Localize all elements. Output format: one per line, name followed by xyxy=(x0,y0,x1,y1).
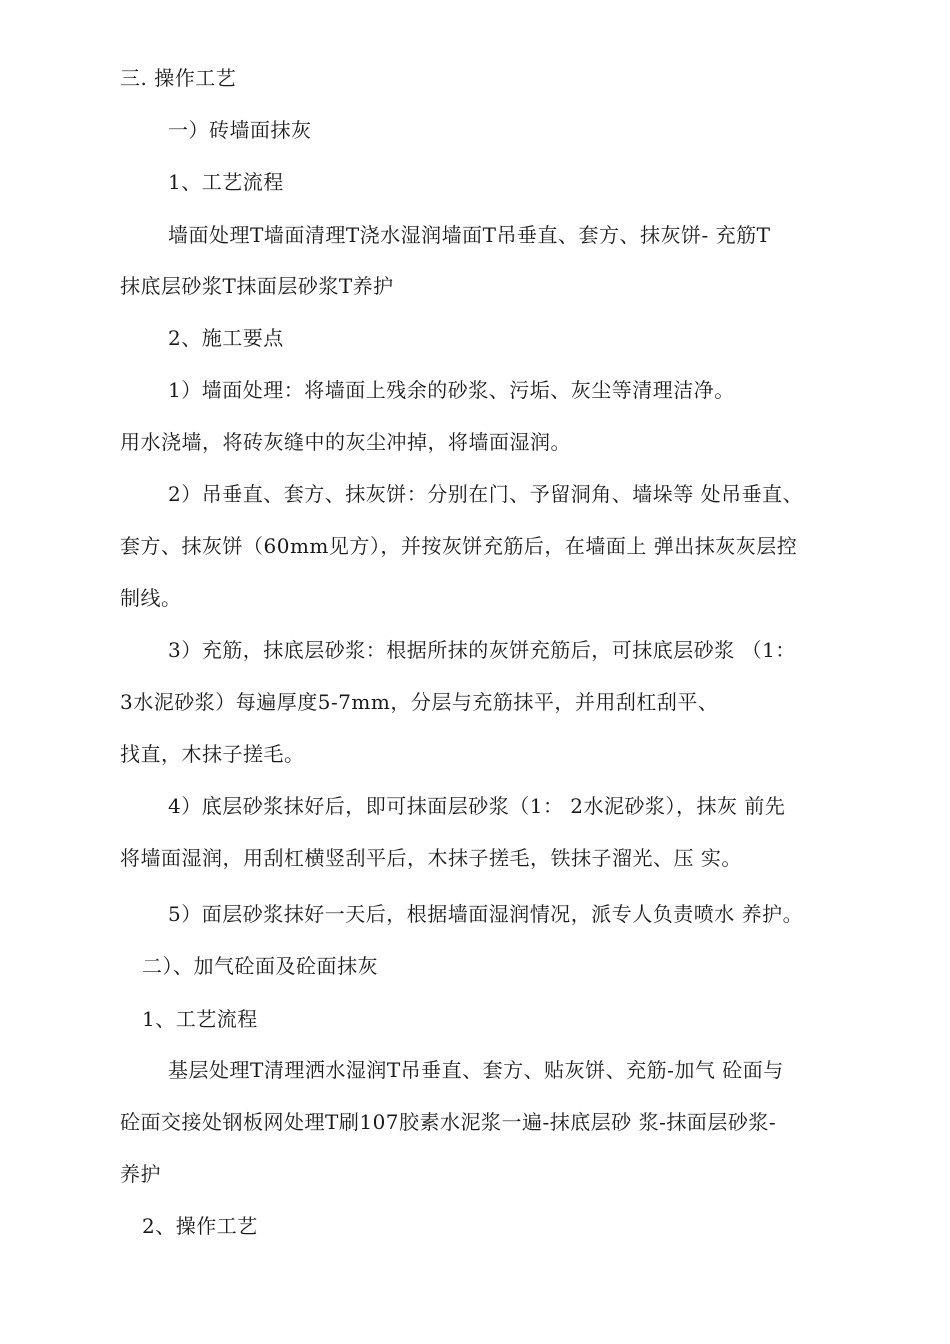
item-heading: 1、工艺流程 xyxy=(168,170,284,194)
paragraph-line: 1）墙面处理：将墙面上残余的砂浆、污垢、灰尘等清理洁净。 xyxy=(168,378,735,402)
paragraph-line: 将墙面湿润，用刮杠横竖刮平后，木抹子搓毛，铁抹子溜光、压 实。 xyxy=(120,846,742,870)
paragraph-line: 找直，木抹子搓毛。 xyxy=(120,742,305,766)
paragraph-line: 4）底层砂浆抹好后，即可抹面层砂浆（1： 2水泥砂浆），抹灰 前先 xyxy=(168,794,786,818)
paragraph-line: 砼面交接处钢板网处理T刷107胶素水泥浆一遍-抹底层砂 浆-抹面层砂浆- xyxy=(120,1110,777,1134)
paragraph-line: 2）吊垂直、套方、抹灰饼：分别在门、予留洞角、墙垛等 处吊垂直、 xyxy=(168,482,804,506)
item-heading: 2、操作工艺 xyxy=(142,1214,258,1238)
paragraph-line: 套方、抹灰饼（60mm见方），并按灰饼充筋后，在墙面上 弹出抹灰灰层控 xyxy=(120,534,798,558)
subsection-heading: 一）砖墙面抹灰 xyxy=(168,118,312,142)
paragraph-line: 养护 xyxy=(120,1162,161,1186)
paragraph-line: 3）充筋，抹底层砂浆：根据所抹的灰饼充筋后，可抹底层砂浆 （1： xyxy=(168,638,796,662)
paragraph-line: 基层处理T清理洒水湿润T吊垂直、套方、贴灰饼、充筋-加气 砼面与 xyxy=(168,1058,784,1082)
paragraph-line: 墙面处理T墙面清理T浇水湿润墙面T吊垂直、套方、抹灰饼- 充筋T xyxy=(168,223,771,247)
item-heading: 1、工艺流程 xyxy=(142,1007,258,1031)
paragraph-line: 3水泥砂浆）每遍厚度5-7mm，分层与充筋抹平，并用刮杠刮平、 xyxy=(120,690,719,714)
subsection-heading: 二）、加气砼面及砼面抹灰 xyxy=(142,954,378,978)
paragraph-line: 制线。 xyxy=(120,586,182,610)
paragraph-line: 抹底层砂浆T抹面层砂浆T养护 xyxy=(120,274,394,298)
section-heading: 三. 操作工艺 xyxy=(120,66,237,90)
paragraph-line: 用水浇墙，将砖灰缝中的灰尘冲掉，将墙面湿润。 xyxy=(120,430,571,454)
paragraph-line: 5）面层砂浆抹好一天后，根据墙面湿润情况，派专人负责喷水 养护。 xyxy=(168,902,804,926)
item-heading: 2、施工要点 xyxy=(168,326,284,350)
